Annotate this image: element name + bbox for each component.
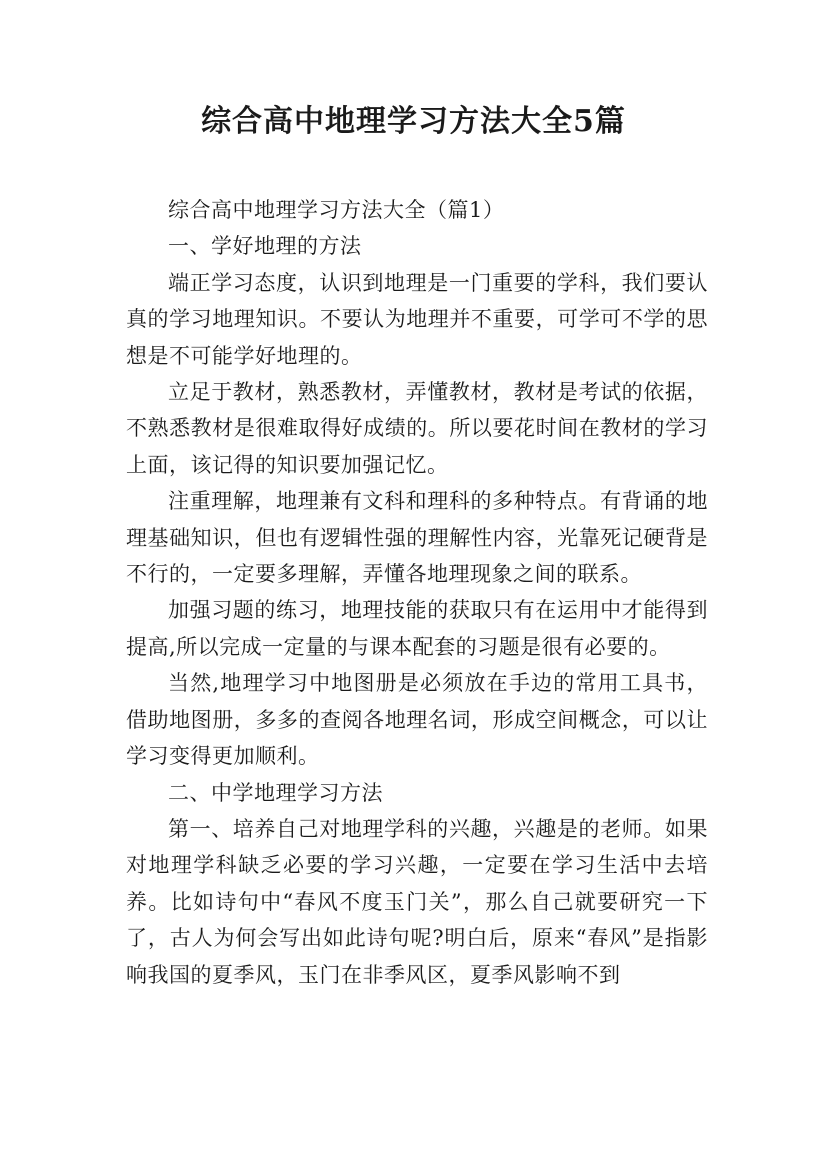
paragraph: 端正学习态度，认识到地理是一门重要的学科，我们要认真的学习地理知识。不要认为地理并不重要，可学可不学的思想是不可能学好地理的。 bbox=[126, 270, 708, 368]
paragraph: 当然,地理学习中地图册是必须放在手边的常用工具书，借助地图册，多多的查阅各地理名词，形成空间概念，可以让学习变得更加顺利。 bbox=[126, 671, 708, 769]
section-heading: 综合高中地理学习方法大全（篇1） bbox=[168, 198, 505, 222]
paragraph: 加强习题的练习，地理技能的获取只有在运用中才能得到提高,所以完成一定量的与课本配套的习题是很有必要的。 bbox=[126, 598, 708, 659]
document-body bbox=[126, 192, 708, 993]
paragraph: 第一、培养自己对地理学科的兴趣，兴趣是的老师。如果对地理学科缺乏必要的学习兴趣，一定要在学习生活中去培养。比如诗句中“春风不度玉门关”，那么自己就要研究一下了，古人为何会写出如此诗句呢?明白后，原来“春风”是指影响我国的夏季风，玉门在非季风区，夏季风影响不到 bbox=[126, 816, 708, 987]
paragraph: 立足于教材，熟悉教材，弄懂教材，教材是考试的依据，不熟悉教材是很难取得好成绩的。所以要花时间在教材的学习上面，该记得的知识要加强记忆。 bbox=[126, 380, 708, 477]
document-title: 综合高中地理学习方法大全5篇 bbox=[201, 104, 626, 139]
paragraph: 注重理解，地理兼有文科和理科的多种特点。有背诵的地理基础知识，但也有逻辑性强的理解性内容，光靠死记硬背是不行的，一定要多理解，弄懂各地理现象之间的联系。 bbox=[126, 489, 708, 587]
subsection-heading: 二、中学地理学习方法 bbox=[168, 780, 383, 805]
subsection-heading: 一、学好地理的方法 bbox=[168, 234, 362, 259]
